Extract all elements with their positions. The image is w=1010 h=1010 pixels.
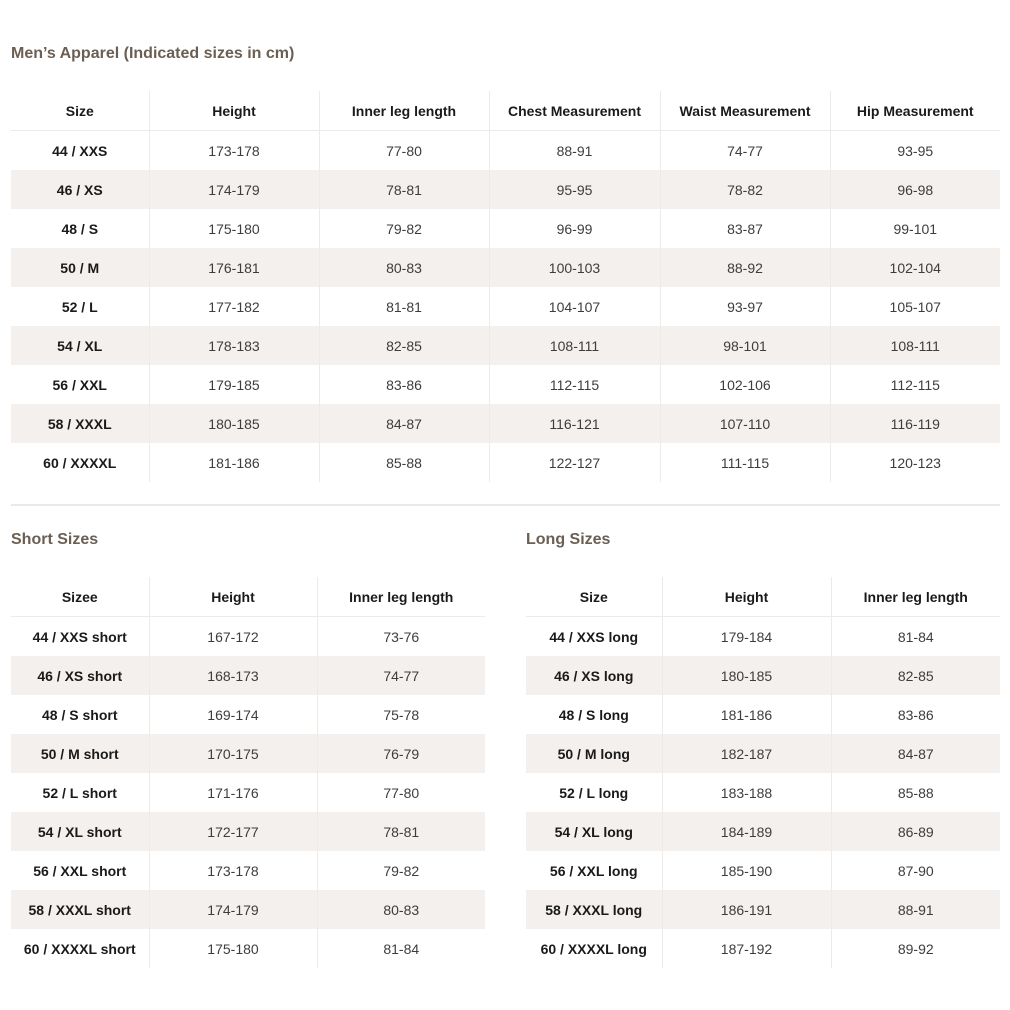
table-row (11, 209, 1000, 248)
measurement-cell: 83-86 (831, 695, 1000, 734)
measurement-cell: 88-92 (660, 248, 830, 287)
measurement-cell: 112-115 (830, 365, 1000, 404)
measurement-cell: 170-175 (149, 734, 317, 773)
table-row (526, 773, 1000, 812)
size-label-cell: 58 / XXXL (11, 404, 149, 443)
measurement-cell: 82-85 (319, 326, 489, 365)
measurement-cell: 168-173 (149, 656, 317, 695)
column-header: Inner leg length (317, 577, 485, 617)
table-row (11, 734, 485, 773)
size-label-cell: 58 / XXXL long (526, 890, 662, 929)
mens-apparel-title: Men’s Apparel (Indicated sizes in cm) (11, 45, 295, 62)
measurement-cell: 169-174 (149, 695, 317, 734)
table-header-row (11, 577, 485, 617)
size-label-cell: 44 / XXS (52, 142, 108, 159)
size-label-cell: 48 / S short (42, 706, 118, 723)
measurement-cell: 84-87 (319, 404, 489, 443)
table-row (526, 890, 1000, 929)
size-label-cell: 50 / M short (11, 734, 149, 773)
table-row (11, 695, 485, 734)
table-row (526, 617, 1000, 657)
size-label-cell: 60 / XXXXL (43, 454, 117, 471)
size-label-cell: 50 / M long (526, 734, 662, 773)
table-row (11, 170, 1000, 209)
measurement-cell: 181-186 (662, 695, 831, 734)
measurement-cell: 116-119 (830, 404, 1000, 443)
table-row (526, 695, 1000, 734)
measurement-cell: 182-187 (662, 734, 831, 773)
measurement-cell: 86-89 (831, 812, 1000, 851)
table-row (11, 443, 1000, 482)
measurement-cell: 83-86 (319, 365, 489, 404)
size-label-cell: 52 / L (61, 298, 98, 315)
measurement-cell: 74-77 (317, 656, 485, 695)
long-size-table (526, 577, 1000, 968)
size-label-cell: 60 / XXXXL short (23, 940, 136, 957)
size-label-cell: 46 / XS (11, 170, 149, 209)
measurement-cell: 82-85 (831, 656, 1000, 695)
table-row (11, 131, 1000, 171)
measurement-cell: 85-88 (831, 773, 1000, 812)
table-row (526, 734, 1000, 773)
measurement-cell: 181-186 (149, 443, 319, 482)
column-header: Height (149, 91, 319, 131)
measurement-cell: 80-83 (317, 890, 485, 929)
measurement-cell: 173-178 (149, 131, 319, 171)
measurement-cell: 74-77 (660, 131, 830, 171)
measurement-cell: 185-190 (662, 851, 831, 890)
measurement-cell: 76-79 (317, 734, 485, 773)
size-label-cell: 60 / XXXXL long (540, 940, 647, 957)
measurement-cell: 88-91 (489, 131, 660, 171)
measurement-cell: 180-185 (149, 404, 319, 443)
column-header: Inner leg length (831, 577, 1000, 617)
table-row (526, 656, 1000, 695)
measurement-cell: 112-115 (489, 365, 660, 404)
measurement-cell: 95-95 (489, 170, 660, 209)
measurement-cell: 174-179 (149, 170, 319, 209)
measurement-cell: 122-127 (489, 443, 660, 482)
measurement-cell: 111-115 (660, 443, 830, 482)
measurement-cell: 80-83 (319, 248, 489, 287)
column-header: Hip Measurement (830, 91, 1000, 131)
measurement-cell: 77-80 (317, 773, 485, 812)
column-header: Height (149, 577, 317, 617)
measurement-cell: 100-103 (489, 248, 660, 287)
size-label-cell: 54 / XL (11, 326, 149, 365)
measurement-cell: 98-101 (660, 326, 830, 365)
table-row (11, 365, 1000, 404)
size-label-cell: 54 / XL long (526, 812, 662, 851)
measurement-cell: 186-191 (662, 890, 831, 929)
measurement-cell: 96-99 (489, 209, 660, 248)
measurement-cell: 116-121 (489, 404, 660, 443)
table-row (526, 812, 1000, 851)
short-size-table (11, 577, 485, 968)
size-label-cell: 44 / XXS long (549, 628, 639, 645)
size-label-cell: 56 / XXL short (33, 862, 127, 879)
column-header: Sizee (11, 577, 149, 617)
mens-size-table (11, 91, 1000, 482)
measurement-cell: 88-91 (831, 890, 1000, 929)
measurement-cell: 172-177 (149, 812, 317, 851)
measurement-cell: 105-107 (830, 287, 1000, 326)
size-label-cell: 48 / S (61, 220, 99, 237)
measurement-cell: 175-180 (149, 929, 317, 968)
column-header: Height (662, 577, 831, 617)
table-row (11, 890, 485, 929)
measurement-cell: 102-104 (830, 248, 1000, 287)
measurement-cell: 171-176 (149, 773, 317, 812)
column-header: Size (526, 577, 662, 617)
table-row (11, 287, 1000, 326)
size-label-cell: 52 / L short (42, 784, 117, 801)
long-sizes-title: Long Sizes (526, 531, 611, 548)
measurement-cell: 99-101 (830, 209, 1000, 248)
measurement-cell: 179-184 (662, 617, 831, 657)
table-row (526, 929, 1000, 968)
column-header: Inner leg length (319, 91, 489, 131)
column-header: Size (11, 91, 149, 131)
size-label-cell: 44 / XXS short (32, 628, 127, 645)
measurement-cell: 79-82 (317, 851, 485, 890)
measurement-cell: 75-78 (317, 695, 485, 734)
section-divider (11, 504, 1000, 506)
measurement-cell: 84-87 (831, 734, 1000, 773)
column-header: Waist Measurement (660, 91, 830, 131)
table-row (11, 851, 485, 890)
measurement-cell: 184-189 (662, 812, 831, 851)
measurement-cell: 79-82 (319, 209, 489, 248)
measurement-cell: 78-81 (319, 170, 489, 209)
measurement-cell: 183-188 (662, 773, 831, 812)
measurement-cell: 178-183 (149, 326, 319, 365)
size-label-cell: 48 / S long (558, 706, 629, 723)
measurement-cell: 104-107 (489, 287, 660, 326)
measurement-cell: 107-110 (660, 404, 830, 443)
size-label-cell: 54 / XL short (11, 812, 149, 851)
measurement-cell: 180-185 (662, 656, 831, 695)
measurement-cell: 85-88 (319, 443, 489, 482)
measurement-cell: 176-181 (149, 248, 319, 287)
size-label-cell: 50 / M (11, 248, 149, 287)
measurement-cell: 167-172 (149, 617, 317, 657)
measurement-cell: 78-82 (660, 170, 830, 209)
measurement-cell: 108-111 (830, 326, 1000, 365)
measurement-cell: 78-81 (317, 812, 485, 851)
measurement-cell: 108-111 (489, 326, 660, 365)
size-label-cell: 56 / XXL (52, 376, 107, 393)
table-row (11, 404, 1000, 443)
short-sizes-title: Short Sizes (11, 531, 99, 548)
table-row (11, 929, 485, 968)
measurement-cell: 177-182 (149, 287, 319, 326)
measurement-cell: 83-87 (660, 209, 830, 248)
measurement-cell: 179-185 (149, 365, 319, 404)
measurement-cell: 93-95 (830, 131, 1000, 171)
table-row (11, 248, 1000, 287)
measurement-cell: 187-192 (662, 929, 831, 968)
measurement-cell: 73-76 (317, 617, 485, 657)
size-label-cell: 58 / XXXL short (11, 890, 149, 929)
table-header-row (11, 91, 1000, 131)
size-label-cell: 46 / XS long (526, 656, 662, 695)
measurement-cell: 89-92 (831, 929, 1000, 968)
measurement-cell: 93-97 (660, 287, 830, 326)
measurement-cell: 81-84 (317, 929, 485, 968)
measurement-cell: 174-179 (149, 890, 317, 929)
measurement-cell: 96-98 (830, 170, 1000, 209)
table-row (11, 326, 1000, 365)
table-row (11, 812, 485, 851)
table-row (11, 656, 485, 695)
measurement-cell: 77-80 (319, 131, 489, 171)
column-header: Chest Measurement (489, 91, 660, 131)
table-row (526, 851, 1000, 890)
measurement-cell: 175-180 (149, 209, 319, 248)
size-label-cell: 56 / XXL long (549, 862, 638, 879)
table-row (11, 617, 485, 657)
measurement-cell: 102-106 (660, 365, 830, 404)
measurement-cell: 87-90 (831, 851, 1000, 890)
size-label-cell: 46 / XS short (11, 656, 149, 695)
measurement-cell: 120-123 (830, 443, 1000, 482)
measurement-cell: 81-81 (319, 287, 489, 326)
size-label-cell: 52 / L long (559, 784, 629, 801)
measurement-cell: 81-84 (831, 617, 1000, 657)
table-header-row (526, 577, 1000, 617)
measurement-cell: 173-178 (149, 851, 317, 890)
table-row (11, 773, 485, 812)
